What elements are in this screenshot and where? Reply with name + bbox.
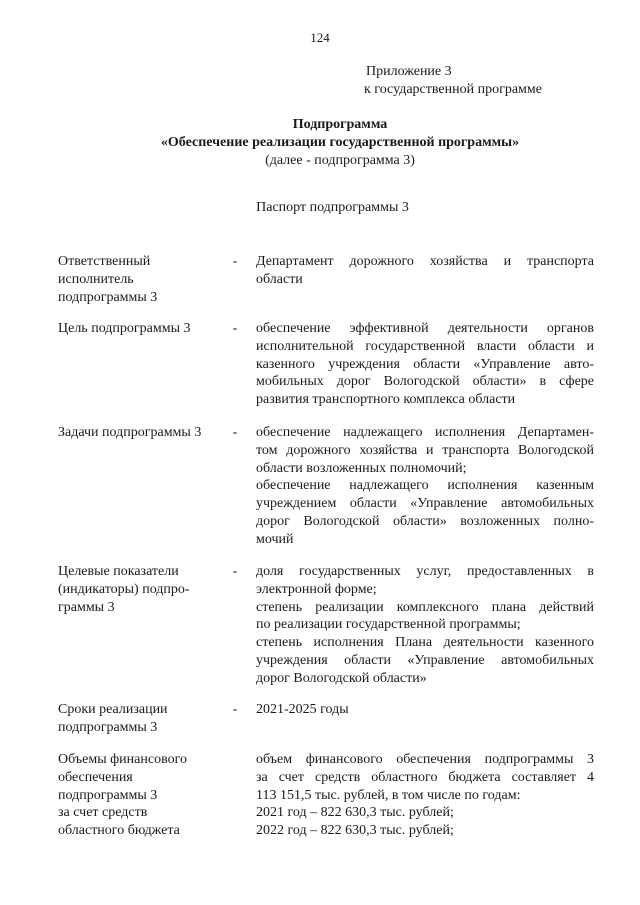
label-line: Задачи подпрограммы 3 (58, 425, 202, 440)
label-line: Сроки реализации (58, 702, 168, 717)
value-line: мочий (256, 531, 294, 547)
value-line: 2022 год – 822 630,3 тыс. рублей; (256, 823, 454, 839)
row-value (256, 253, 594, 289)
value-line: по реализации государственной программы; (256, 617, 521, 633)
value-line: за счет средств областного бюджета составляет 4 (256, 769, 594, 785)
value-line: объем финансового обеспечения подпрограммы 3 (256, 752, 594, 767)
label-line: подпрограммы 3 (58, 719, 158, 735)
label-line: подпрограммы 3 (58, 289, 158, 305)
value-line: электронной форме; (256, 581, 377, 597)
label-line: областного бюджета (58, 823, 180, 839)
row-value (256, 563, 594, 688)
label-line: исполнитель (58, 271, 134, 287)
label-line: (индикаторы) подпро- (58, 581, 190, 597)
value-line: развития транспортного комплекса области (256, 392, 516, 408)
label-line: Цель подпрограммы 3 (58, 321, 191, 336)
heading-note: (далее - подпрограмма 3) (265, 153, 415, 168)
appendix-line-2: к государственной программе (364, 82, 542, 97)
value-line: доля государственных услуг, предоставленных в (256, 564, 594, 579)
label-line: граммы 3 (58, 599, 115, 615)
subprogram-heading (0, 116, 640, 170)
row-label (58, 253, 228, 306)
row-dash: - (232, 425, 238, 440)
row-dash: - (232, 564, 238, 579)
row-value (256, 320, 594, 409)
value-line: степень исполнения Плана деятельности казенного (256, 635, 594, 651)
row-dash: - (232, 321, 238, 336)
value-line: исполнительной государственной власти области и (256, 338, 594, 354)
value-line: степень реализации комплексного плана действий (256, 599, 594, 615)
value-line: казенного учреждения области «Управление авто- (256, 356, 594, 372)
passport-title: Паспорт подпрограммы 3 (256, 200, 409, 215)
row-value (256, 701, 594, 719)
value-line: обеспечение надлежащего исполнения казенным (256, 478, 594, 494)
value-line: области возложенных полномочий; (256, 460, 467, 476)
appendix-note (366, 63, 542, 99)
row-label (58, 563, 228, 616)
heading-title: Подпрограмма (292, 117, 388, 132)
appendix-line-1: Приложение 3 (366, 64, 452, 79)
value-line: дорог Вологодской области» возложенных полно- (256, 513, 594, 529)
row-dash: - (232, 702, 238, 717)
label-line: Ответственный (58, 254, 151, 269)
value-line: обеспечение надлежащего исполнения Департамен- (256, 425, 594, 440)
row-label (58, 701, 228, 737)
row-value (256, 751, 594, 840)
value-line: учреждением области «Управление автомобильных (256, 496, 594, 512)
row-label (58, 424, 228, 442)
row-label (58, 320, 228, 338)
value-line: мобильных дорог Вологодской области» в сфере (256, 374, 594, 390)
value-line: обеспечение эффективной деятельности органов (256, 321, 594, 336)
value-line: 113 151,5 тыс. рублей, в том числе по годам: (256, 787, 521, 803)
label-line: обеспечения (58, 769, 133, 785)
value-line: том дорожного хозяйства и транспорта Вологодской (256, 442, 594, 458)
value-line: Департамент дорожного хозяйства и транспорта (256, 254, 594, 269)
label-line: Объемы финансового (58, 752, 187, 767)
label-line: Целевые показатели (58, 564, 179, 579)
value-line: 2021-2025 годы (256, 702, 349, 717)
row-value (256, 424, 594, 549)
value-line: дорог Вологодской области» (256, 670, 427, 686)
heading-subtitle: «Обеспечение реализации государственной программы» (160, 135, 520, 150)
label-line: за счет средств (58, 805, 148, 821)
value-line: 2021 год – 822 630,3 тыс. рублей; (256, 805, 454, 821)
page-number: 124 (310, 30, 330, 45)
label-line: подпрограммы 3 (58, 787, 158, 803)
row-label (58, 751, 228, 840)
row-dash: - (232, 254, 238, 269)
value-line: области (256, 271, 303, 287)
value-line: учреждения области «Управление автомобильных (256, 652, 594, 668)
